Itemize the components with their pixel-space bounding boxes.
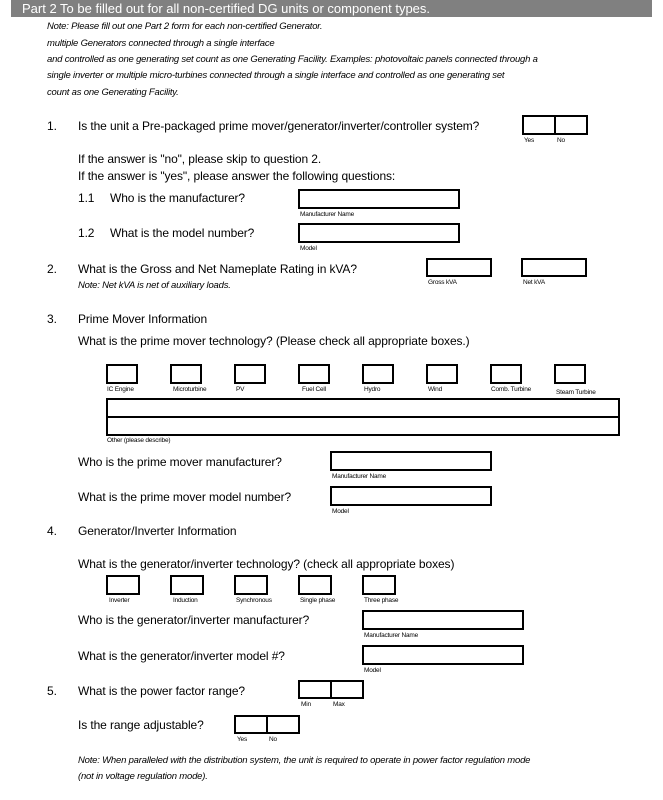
- gen-manufacturer-input[interactable]: [362, 610, 524, 630]
- other-describe-input-line-1[interactable]: [106, 398, 620, 418]
- gen-tech-label: Inverter: [109, 597, 130, 604]
- tech-label: Steam Turbine: [556, 389, 596, 396]
- question-number: 5.: [47, 684, 58, 698]
- q1-manufacturer-input[interactable]: [298, 189, 460, 209]
- q5-text: What is the power factor range?: [78, 684, 245, 698]
- prime-mover-manufacturer-input[interactable]: [330, 451, 492, 471]
- other-describe-label: Other (please describe): [107, 437, 171, 444]
- intro-note-line: multiple Generators connected through a single interface: [47, 38, 275, 49]
- prime-mover-manufacturer-question: Who is the prime mover manufacturer?: [78, 455, 282, 469]
- q1-yes-label: Yes: [524, 137, 535, 144]
- section-header: Part 2 To be filled out for all non-certified DG units or component types.: [11, 0, 652, 17]
- pf-min-input[interactable]: [298, 680, 332, 699]
- tech-label: Microturbine: [173, 386, 207, 393]
- q1-no-checkbox[interactable]: [554, 115, 588, 135]
- intro-note-line: single inverter or multiple micro-turbines connected through a single interface and controlled as one generating set: [47, 70, 505, 81]
- adjustable-no-label: No: [269, 736, 277, 743]
- intro-note-line: count as one Generating Facility.: [47, 87, 179, 98]
- intro-note-line: Note: Please fill out one Part 2 form for each non-certified Generator.: [47, 21, 323, 32]
- tech-label: Hydro: [364, 386, 381, 393]
- gen-tech-label: Synchronous: [236, 597, 272, 604]
- gen-tech-checkbox-three-phase[interactable]: [362, 575, 396, 595]
- tech-checkbox-ic-engine[interactable]: [106, 364, 138, 384]
- q2-note: Note: Net kVA is net of auxiliary loads.: [78, 280, 231, 291]
- gen-tech-label: Three phase: [364, 597, 399, 604]
- gen-model-label: Model: [364, 667, 381, 674]
- adjustable-yes-label: Yes: [237, 736, 248, 743]
- question-2-text: What is the Gross and Net Nameplate Rating in kVA?: [78, 262, 357, 276]
- prime-mover-model-label: Model: [332, 508, 349, 515]
- q1-manufacturer-label: Manufacturer Name: [300, 211, 355, 218]
- tech-checkbox-comb-turbine[interactable]: [490, 364, 522, 384]
- q4-title: Generator/Inverter Information: [78, 524, 237, 538]
- question-number: 4.: [47, 524, 58, 538]
- tech-label: Wind: [428, 386, 443, 393]
- intro-note-line: and controlled as one generating set count as one Generating Facility. Examples: photovoltaic panels connected through a: [47, 54, 538, 65]
- tech-checkbox-microturbine[interactable]: [170, 364, 202, 384]
- q1-model-input[interactable]: [298, 223, 460, 243]
- adjustable-no-checkbox[interactable]: [266, 715, 300, 734]
- pf-min-label: Min: [301, 701, 311, 708]
- q4-tech-question: What is the generator/inverter technology? (check all appropriate boxes): [78, 557, 455, 571]
- gen-model-question: What is the generator/inverter model #?: [78, 649, 285, 663]
- gen-manufacturer-question: Who is the generator/inverter manufacturer?: [78, 613, 310, 627]
- pf-max-input[interactable]: [330, 680, 364, 699]
- other-describe-input-line-2[interactable]: [106, 416, 620, 436]
- q3-title: Prime Mover Information: [78, 312, 208, 326]
- adjustable-yes-checkbox[interactable]: [234, 715, 268, 734]
- tech-checkbox-pv[interactable]: [234, 364, 266, 384]
- q1-instruction-yes: If the answer is "yes", please answer the following questions:: [78, 169, 396, 183]
- question-number: 1.: [47, 119, 58, 133]
- question-1-2-text: What is the model number?: [110, 226, 255, 240]
- gen-tech-label: Induction: [173, 597, 198, 604]
- prime-mover-model-question: What is the prime mover model number?: [78, 490, 292, 504]
- tech-label: PV: [236, 386, 245, 393]
- question-number: 1.1: [78, 191, 95, 205]
- q5-adjustable-question: Is the range adjustable?: [78, 718, 204, 732]
- gen-tech-checkbox-inverter[interactable]: [106, 575, 140, 595]
- pf-max-label: Max: [333, 701, 345, 708]
- q5-note-line: Note: When paralleled with the distribution system, the unit is required to operate in power factor regulation mode: [78, 755, 531, 766]
- q1-model-label: Model: [300, 245, 317, 252]
- tech-checkbox-steam-turbine[interactable]: [554, 364, 586, 384]
- question-number: 3.: [47, 312, 58, 326]
- tech-checkbox-wind[interactable]: [426, 364, 458, 384]
- tech-checkbox-fuel-cell[interactable]: [298, 364, 330, 384]
- gen-manufacturer-label: Manufacturer Name: [364, 632, 419, 639]
- question-number: 2.: [47, 262, 58, 276]
- gen-tech-checkbox-induction[interactable]: [170, 575, 204, 595]
- gross-kva-input[interactable]: [426, 258, 492, 277]
- prime-mover-manufacturer-label: Manufacturer Name: [332, 473, 387, 480]
- question-1-1-text: Who is the manufacturer?: [110, 191, 245, 205]
- gen-model-input[interactable]: [362, 645, 524, 665]
- question-number: 1.2: [78, 226, 95, 240]
- q3-tech-question: What is the prime mover technology? (Please check all appropriate boxes.): [78, 334, 470, 348]
- tech-label: IC Engine: [107, 386, 134, 393]
- net-kva-input[interactable]: [521, 258, 587, 277]
- tech-label: Comb. Turbine: [491, 386, 532, 393]
- q1-instruction-no: If the answer is "no", please skip to question 2.: [78, 152, 322, 166]
- gen-tech-checkbox-single-phase[interactable]: [298, 575, 332, 595]
- question-1-text: Is the unit a Pre-packaged prime mover/generator/inverter/controller system?: [78, 119, 480, 133]
- tech-label: Fuel Cell: [302, 386, 326, 393]
- prime-mover-model-input[interactable]: [330, 486, 492, 506]
- gross-kva-label: Gross kVA: [428, 279, 457, 286]
- tech-checkbox-hydro[interactable]: [362, 364, 394, 384]
- q1-yes-checkbox[interactable]: [522, 115, 556, 135]
- q5-note-line: (not in voltage regulation mode).: [78, 771, 208, 782]
- gen-tech-checkbox-synchronous[interactable]: [234, 575, 268, 595]
- net-kva-label: Net kVA: [523, 279, 545, 286]
- q1-no-label: No: [557, 137, 565, 144]
- gen-tech-label: Single phase: [300, 597, 336, 604]
